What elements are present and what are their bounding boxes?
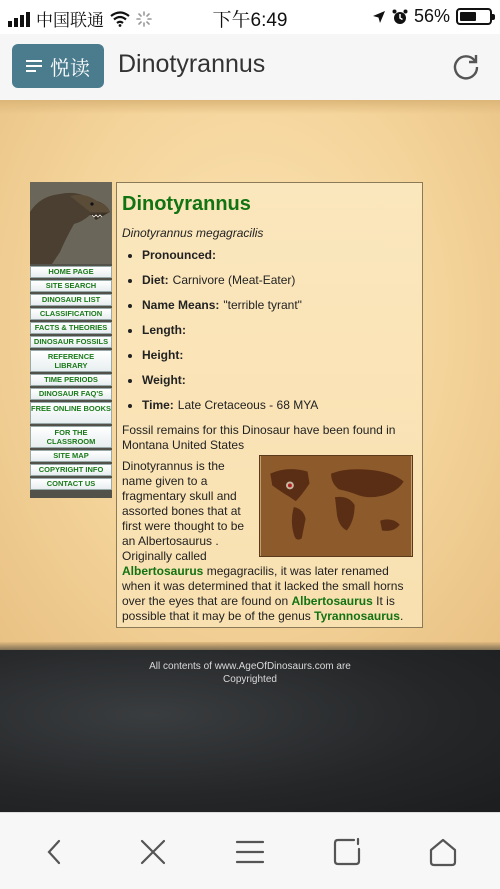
description-part-2: megagracilis, it was later renamed when it was determined that it lacked the small horns over the eyes that are found on: [122, 564, 404, 608]
status-bar: [0, 0, 500, 34]
fact-value: Carnivore (Meat-Eater): [172, 273, 296, 287]
close-icon[interactable]: [136, 835, 170, 869]
sidebar-item-dinosaur-list[interactable]: DINOSAUR LIST: [30, 294, 112, 306]
article-title: Dinotyrannus: [122, 193, 251, 215]
sidebar: [30, 182, 112, 498]
fact-item: [142, 398, 417, 412]
clock: 下午6:49: [212, 10, 288, 31]
home-icon[interactable]: [426, 835, 460, 869]
carrier-label: 中国联通: [36, 11, 104, 30]
albertosaurus-link[interactable]: Albertosaurus: [122, 564, 204, 578]
fact-item: [142, 373, 417, 387]
fact-label: Time:: [142, 398, 174, 412]
scientific-name: Dinotyrannus megagracilis: [122, 226, 264, 240]
page-title: Dinotyrannus: [118, 50, 266, 78]
description-end: .: [399, 609, 404, 623]
back-icon[interactable]: [38, 835, 72, 869]
albertosaurus-link-2[interactable]: Albertosaurus: [291, 594, 373, 608]
sidebar-item-site-map[interactable]: SITE MAP: [30, 450, 112, 462]
fact-item: [142, 248, 417, 262]
fact-label: Length:: [142, 323, 186, 337]
sidebar-item-classification[interactable]: CLASSIFICATION: [30, 308, 112, 320]
facts-list: [122, 248, 417, 412]
sidebar-item-contact-us[interactable]: CONTACT US: [30, 478, 112, 490]
copyright-line-2: Copyrighted: [223, 674, 277, 685]
sidebar-item-home-page[interactable]: HOME PAGE: [30, 266, 112, 278]
battery-percent: 56%: [413, 6, 450, 26]
fact-label: Height:: [142, 348, 184, 362]
sidebar-item-for-the-classroom[interactable]: FOR THE CLASSROOM: [30, 426, 112, 448]
sidebar-item-copyright-info[interactable]: COPYRIGHT INFO: [30, 464, 112, 476]
reader-mode-label: 悦读: [50, 57, 90, 80]
fossil-location-text: Fossil remains for this Dinosaur have been found in Montana United States: [122, 423, 396, 452]
location-icon: [372, 10, 386, 24]
fact-item: [142, 273, 417, 287]
battery-icon: [456, 8, 492, 25]
fact-label: Pronounced:: [142, 248, 216, 262]
tyrannosaurus-link[interactable]: Tyrannosaurus: [314, 609, 400, 623]
list-icon: [26, 57, 42, 75]
fact-label: Diet:: [142, 273, 169, 287]
world-map-image: [259, 455, 413, 557]
browser-header: [0, 34, 500, 101]
copyright-notice: [0, 660, 500, 686]
reader-mode-button[interactable]: [12, 44, 104, 88]
sidebar-item-dinosaur-fossils[interactable]: DINOSAUR FOSSILS: [30, 336, 112, 348]
sidebar-item-site-search[interactable]: SITE SEARCH: [30, 280, 112, 292]
reload-icon[interactable]: [452, 52, 480, 80]
sidebar-item-facts-theories[interactable]: FACTS & THEORIES: [30, 322, 112, 334]
sidebar-item-dinosaur-faq-s[interactable]: DINOSAUR FAQ'S: [30, 388, 112, 400]
fact-item: [142, 323, 417, 337]
tabs-icon[interactable]: [330, 835, 364, 869]
dinosaur-image: [30, 182, 112, 264]
browser-toolbar: [0, 812, 500, 889]
description-part-1: Dinotyrannus is the name given to a fragmentary skull and assorted bones that at first were thought to be an Albertosaurus . Originally called: [122, 459, 245, 563]
fact-label: Name Means:: [142, 298, 220, 312]
sidebar-item-time-periods[interactable]: TIME PERIODS: [30, 374, 112, 386]
fact-value: "terrible tyrant": [223, 298, 302, 312]
description-part-3: It is possible that it may be of the genus: [122, 594, 395, 623]
fact-item: [142, 348, 417, 362]
menu-icon[interactable]: [233, 835, 267, 869]
sidebar-item-reference-library[interactable]: REFERENCE LIBRARY: [30, 350, 112, 372]
fact-label: Weight:: [142, 373, 186, 387]
sidebar-nav: [30, 266, 112, 492]
article-panel: [116, 182, 423, 628]
fact-item: [142, 298, 417, 312]
fact-value: Late Cretaceous - 68 MYA: [177, 398, 319, 412]
sidebar-item-free-online-books[interactable]: FREE ONLINE BOOKS: [30, 402, 112, 424]
alarm-icon: [392, 9, 408, 25]
copyright-line-1: All contents of www.AgeOfDinosaurs.com are: [149, 661, 351, 672]
